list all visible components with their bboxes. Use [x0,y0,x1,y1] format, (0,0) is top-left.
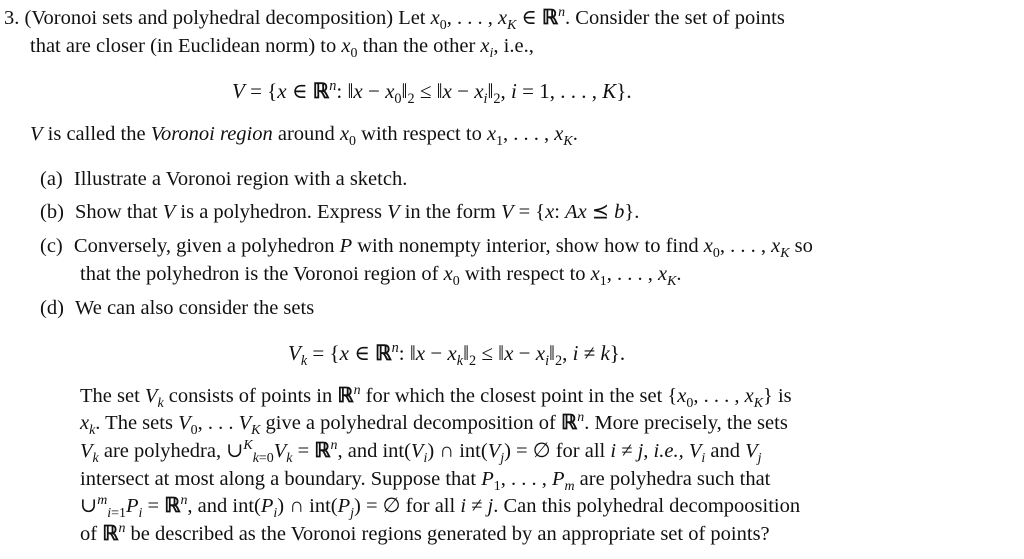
closing-line-1: The set $V_k$ consists of points in ℝ$^n$ for which the closest point in the set {$x_0$, . . . , $x_K$} is [80,383,792,412]
vk-definition: $V_k = \{x$ ∈ ℝ$^n$: ‖x − $x_k‖_2$ ≤ ‖x − $x_i‖_2$, i ≠ k}. [288,340,626,370]
closing-line-3: $V_k$ are polyhedra, $\cup^K_{k=0}V_k$ = ℝ$^n$, and $int(V_i)$ ∩ $int(V_j)$ = ∅ for all i ≠ j, i.e., $V_i$ and $V_j$ [80,438,762,467]
part-d [40,295,314,322]
closing-line-2: $x_k$. The sets $V_0$, . . . $V_K$ give a polyhedral decomposition of ℝ$^n$. More precisely, the sets [80,410,788,439]
part-a-text: Illustrate a Voronoi region with a sketch. [73,168,408,190]
problem-number: 3. [4,7,20,29]
part-c-line-2: that the polyhedron is the Voronoi region of $x_0$ with respect to $x_1$, . . . , $x_K$. [80,263,682,290]
closing-line-6: of ℝ$^n$ be described as the Voronoi regions generated by an appropriate set of points? [80,521,770,545]
problem-title: (Voronoi sets and polyhedral decomposition) [24,7,394,29]
voronoi-named: V is called the Voronoi region around $x_0$ with respect to $x_1$, . . . , $x_K$. [30,123,578,150]
part-a [40,166,407,193]
closing-line-5: $\cup^m_{i=1}P_i$ = ℝ$^n$, and $int(P_i)$ ∩ $int(P_j)$ = ∅ for all i ≠ j. Can this polyhedral decompoosition [80,493,801,522]
voronoi-definition: V = {x ∈ ℝ$^n$: ‖x − $x_0‖_2$ ≤ ‖x − $x_i‖_2$, i = 1, . . . , K}. [232,78,632,108]
closing-line-4: intersect at most along a boundary. Suppose that $P_1$, . . . , $P_m$ are polyhedra such that [80,468,771,495]
part-b-label: (b) [40,201,64,223]
part-a-label: (a) [40,168,63,190]
problem-line-1: 3. (Voronoi sets and polyhedral decomposition) Let $x_0$, . . . , $x_K$ ∈ ℝ$^n$. Consider the set of points [4,5,785,34]
part-d-label: (d) [40,297,64,319]
part-c-label: (c) [40,235,63,257]
part-b: (b) Show that V is a polyhedron. Express V in the form V = {x: Ax ⪯ b}. [40,201,640,223]
problem-line-2: that are closer (in Euclidean norm) to $x_0$ than the other $x_i$, i.e., [30,35,534,62]
part-c-line-1: (c) Conversely, given a polyhedron P with nonempty interior, show how to find $x_0$, . . . , $x_K$ so [40,235,813,262]
part-d-text: We can also consider the sets [75,297,315,319]
